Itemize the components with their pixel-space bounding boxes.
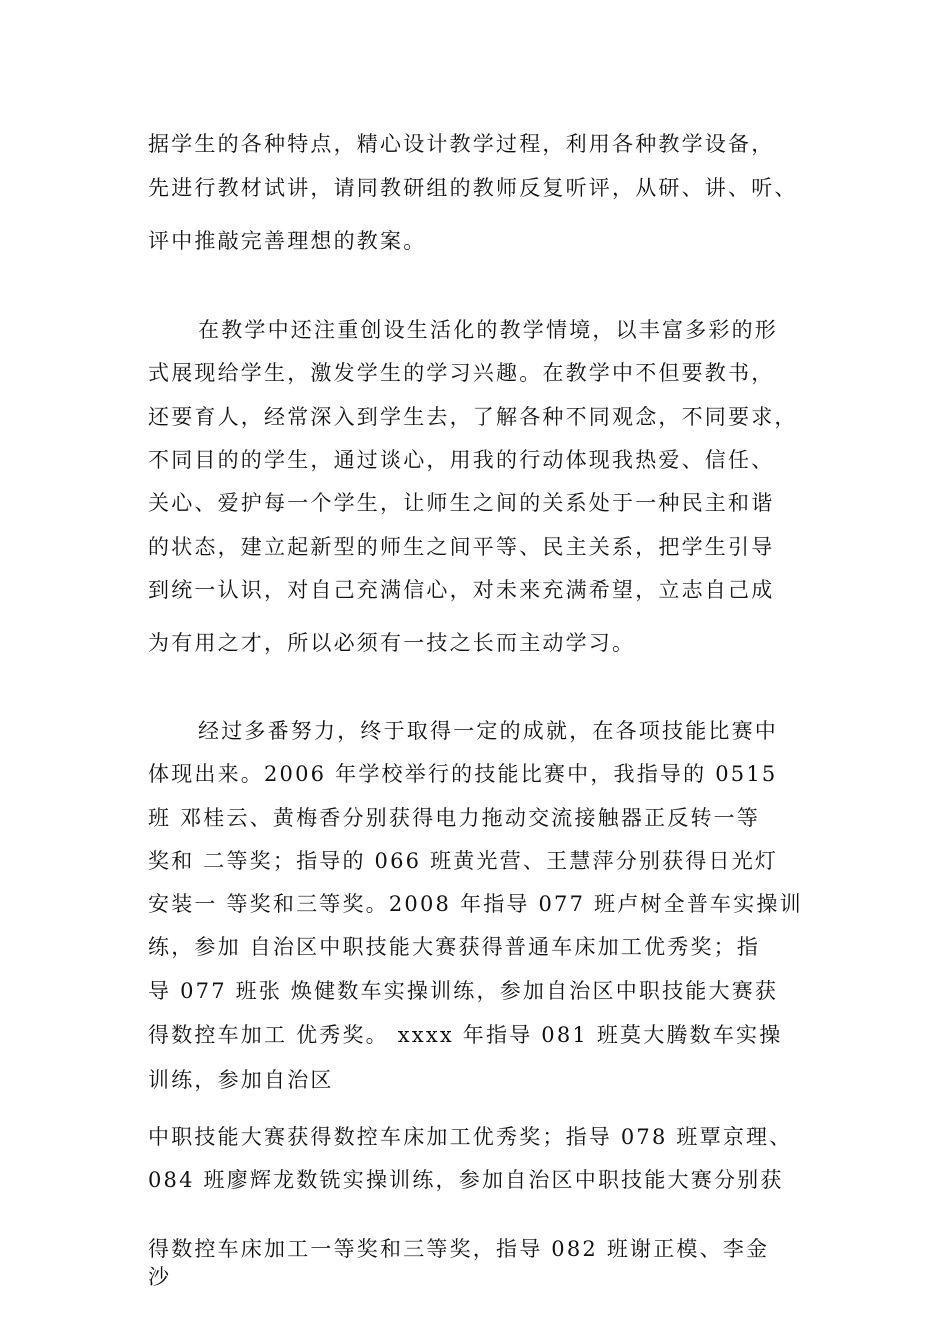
text-line: 中职技能大赛获得数控车床加工优秀奖；指导 078 班覃京理、	[148, 1125, 793, 1149]
text-line: 084 班廖辉龙数铣实操训练，参加自治区中职技能大赛分别获	[148, 1168, 784, 1192]
text-line: 还要育人，经常深入到学生去，了解各种不同观念，不同要求，	[148, 405, 798, 429]
text-line: 据学生的各种特点，精心设计教学过程，利用各种教学设备，	[148, 132, 775, 156]
text-line: 奖和 二等奖；指导的 066 班黄光营、王慧萍分别获得日光灯	[148, 849, 779, 873]
text-line: 关心、爱护每一个学生，让师生之间的关系处于一种民主和谐	[148, 491, 775, 515]
text-line: 安装一 等奖和三等奖。2008 年指导 077 班卢树全普车实操训	[148, 892, 803, 916]
text-line: 沙	[148, 1265, 172, 1289]
text-line: 到统一认识，对自己充满信心，对未来充满希望，立志自己成	[148, 578, 775, 602]
text-line: 评中推敲完善理想的教案。	[148, 229, 427, 253]
text-line: 体现出来。2006 年学校举行的技能比赛中，我指导的 0515	[148, 762, 778, 786]
text-line: 不同目的的学生，通过谈心，用我的行动体现我热爱、信任、	[148, 448, 775, 472]
text-line: 的状态，建立起新型的师生之间平等、民主关系，把学生引导	[148, 535, 775, 559]
text-line: 经过多番努力，终于取得一定的成就，在各项技能比赛中	[198, 719, 778, 743]
text-line: 练，参加 自治区中职技能大赛获得普通车床加工优秀奖；指	[148, 935, 761, 959]
text-line: 为有用之才，所以必须有一技之长而主动学习。	[148, 631, 636, 655]
text-line: 训练，参加自治区	[148, 1068, 334, 1092]
text-line: 班 邓桂云、黄梅香分别获得电力拖动交流接触器正反转一等	[148, 806, 761, 830]
text-line: 导 077 班张 焕健数车实操训练，参加自治区中职技能大赛获	[148, 979, 779, 1003]
text-line: 得数控车加工 优秀奖。 xxxx 年指导 081 班莫大腾数车实操	[148, 1023, 783, 1047]
text-line: 式展现给学生，激发学生的学习兴趣。在教学中不但要教书，	[148, 361, 775, 385]
text-line: 在教学中还注重创设生活化的教学情境，以丰富多彩的形	[198, 318, 778, 342]
text-line: 得数控车床加工一等奖和三等奖，指导 082 班谢正模、李金	[148, 1237, 770, 1261]
text-line: 先进行教材试讲，请同教研组的教师反复听评，从研、讲、听、	[148, 176, 798, 200]
